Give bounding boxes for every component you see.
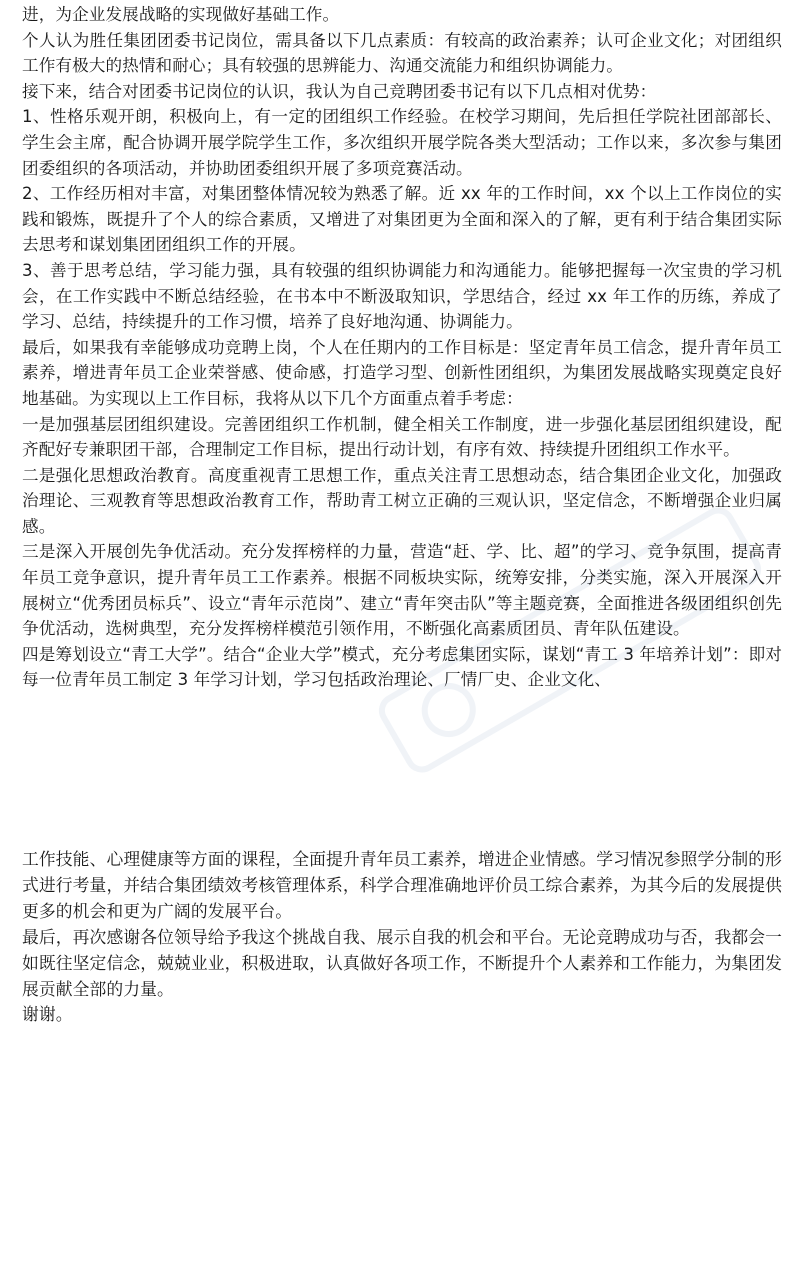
paragraph-measure-2: 二是强化思想政治教育。高度重视青工思想工作，重点关注青工思想动态，结合集团企业文化，加强政治理论、三观教育等思想政治教育工作，帮助青工树立正确的三观认识，坚定信念，不断增强企业归属感。 (22, 465, 782, 536)
top-text-block (22, 2, 782, 693)
paragraph-advantage-1: 1、性格乐观开朗，积极向上，有一定的团组织工作经验。在校学习期间，先后担任学院社团部部长、学生会主席，配合协调开展学院学生工作，多次组织开展学院各类大型活动；工作以来，多次参与集团团委组织的各项活动，并协助团委组织开展了多项竞赛活动。 (22, 107, 782, 178)
paragraph-advantage-2: 2、工作经历相对丰富，对集团整体情况较为熟悉了解。近 xx 年的工作时间，xx 个以上工作岗位的实践和锻炼，既提升了个人的综合素质，又增进了对集团更为全面和深入的了解，更有利于结合集团实际去思考和谋划集团团组织工作的开展。 (22, 184, 782, 255)
paragraph-closing: 最后，再次感谢各位领导给予我这个挑战自我、展示自我的机会和平台。无论竞聘成功与否，我都会一如既往坚定信念，兢兢业业，积极进取，认真做好各项工作，不断提升个人素养和工作能力，为集团发展贡献全部的力量。 (22, 926, 782, 999)
paragraph-advantage-3: 3、善于思考总结，学习能力强，具有较强的组织协调能力和沟通能力。能够把握每一次宝贵的学习机会，在工作实践中不断总结经验，在书本中不断汲取知识，学思结合，经过 xx 年工作的历练，养成了学习、总结，持续提升的工作习惯，培养了良好地沟通、协调能力。 (22, 260, 782, 332)
paragraph-qualities: 个人认为胜任集团团委书记岗位，需具备以下几点素质：有较高的政治素养；认可企业文化；对团组织工作有极大的热情和耐心；具有较强的思辨能力、沟通交流能力和组织协调能力。 (22, 30, 782, 76)
bottom-text-block (22, 847, 782, 1028)
paragraph-measure-4-continuation: 工作技能、心理健康等方面的课程，全面提升青年员工素养，增进企业情感。学习情况参照学分制的形式进行考量，并结合集团绩效考核管理体系，科学合理准确地评价员工综合素养，为其今后的发展提供更多的机会和更为广阔的发展平台。 (22, 849, 782, 921)
paragraph-advantages-intro: 接下来，结合对团委书记岗位的认识，我认为自己竞聘团委书记有以下几点相对优势： (22, 81, 657, 101)
paragraph-thanks: 谢谢。 (22, 1004, 73, 1025)
paragraph-measure-4: 四是筹划设立“青工大学”。结合“企业大学”模式，充分考虑集团实际，谋划“青工 3 年培养计划”：即对每一位青年员工制定 3 年学习计划，学习包括政治理论、厂情厂史、企业文化、 (22, 644, 782, 690)
paragraph-measure-1: 一是加强基层团组织建设。完善团组织工作机制，健全相关工作制度，进一步强化基层团组织建设，配齐配好专兼职团干部，合理制定工作目标，提出行动计划，有序有效、持续提升团组织工作水平。 (22, 414, 782, 460)
paragraph-intro-continuation: 进，为企业发展战略的实现做好基础工作。 (22, 5, 340, 24)
paragraph-goals: 最后，如果我有幸能够成功竞聘上岗，个人在任期内的工作目标是：坚定青年员工信念，提升青年员工素养，增进青年员工企业荣誉感、使命感，打造学习型、创新性团组织，为集团发展战略实现奠定良好地基础。为实现以上工作目标，我将从以下几个方面重点着手考虑： (22, 337, 782, 408)
paragraph-measure-3: 三是深入开展创先争优活动。充分发挥榜样的力量，营造“赶、学、比、超”的学习、竞争氛围，提高青年员工竞争意识，提升青年员工工作素养。根据不同板块实际，统筹安排，分类实施，深入开展深入开展树立“优秀团员标兵”、设立“青年示范岗”、建立“青年突击队”等主题竞赛，全面推进各级团组织创先争优活动，选树典型，充分发挥榜样模范引领作用，不断强化高素质团员、青年队伍建设。 (22, 542, 782, 639)
